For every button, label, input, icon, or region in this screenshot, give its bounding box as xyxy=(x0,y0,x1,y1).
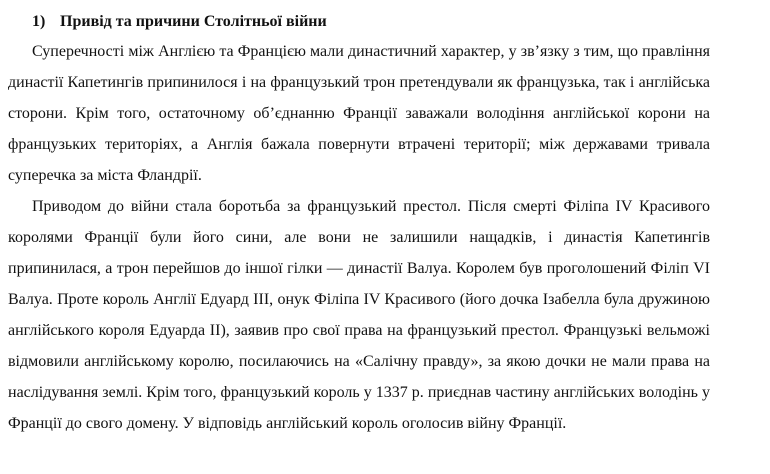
section-number: 1) xyxy=(32,13,46,30)
document-page xyxy=(8,0,710,439)
section-heading xyxy=(32,12,710,32)
section-title: Привід та причини Столітньої війни xyxy=(60,13,327,30)
paragraph-pretext: Приводом до війни стала боротьба за французький престол. Після смерті Філіпа IV Красивого королями Франції були його сини, але вони не залишили нащадків, і династія Капетингів припинилася, а трон перейшов до іншої гілки — династії Валуа. Королем був проголошений Філіп VI Валуа. Проте король Англії Едуард III, онук Філіпа IV Красивого (його дочка Ізабелла була дружиною англійського короля Едуарда II), заявив про свої права на французький престол. Французькі вельможі відмовили англійському королю, посилаючись на «Салічну правду», за якою дочки не мали права на наслідування землі. Крім того, французький король у 1337 р. приєднав частину англійських володінь у Франції до свого домену. У відповідь англійський король оголосив війну Франції. xyxy=(8,198,710,432)
paragraph-causes: Суперечності між Англією та Францією мали династичний характер, у зв’язку з тим, що правління династії Капетингів припинилося і на французький трон претендували як французька, так і англійська сторони. Крім того, остаточному об’єднанню Франції заважали володіння англійської корони на французьких територіях, а Англія бажала повернути втрачені території; між державами тривала суперечка за міста Фландрії. xyxy=(8,43,710,184)
